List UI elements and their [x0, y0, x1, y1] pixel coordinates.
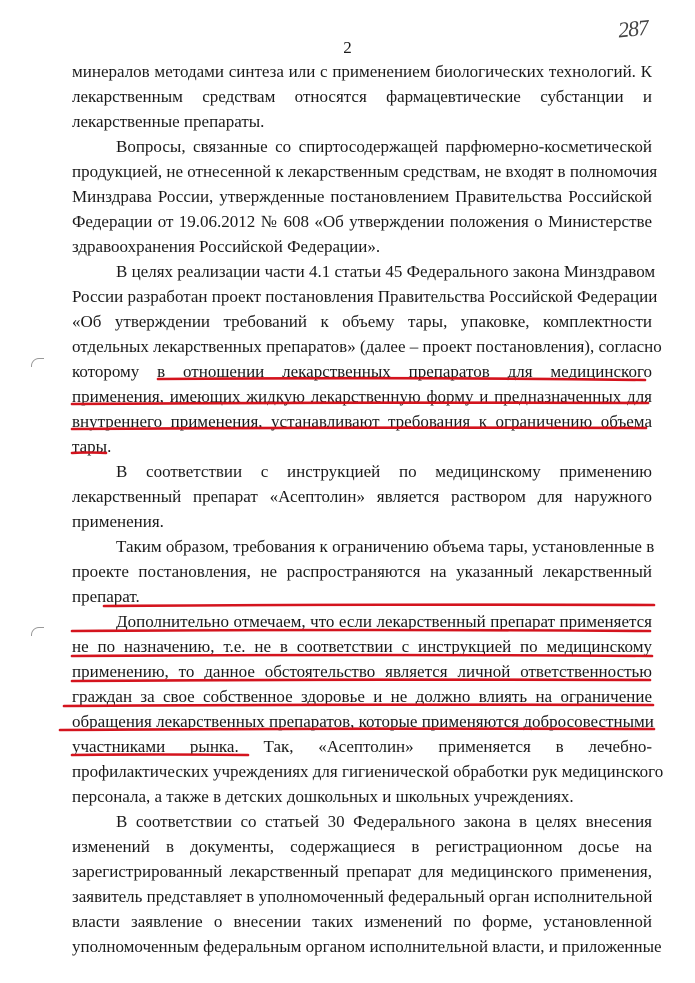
page-number: 2	[343, 38, 352, 57]
text-line: которому в отношении лекарственных препаратов для медицинского	[72, 362, 652, 381]
text-line: Дополнительно отмечаем, что если лекарственный препарат применяется	[116, 612, 652, 631]
red-underline	[60, 729, 654, 730]
text-line: применению, то данное обстоятельство является личной ответственностью	[72, 662, 652, 681]
text-line: изменений в документы, содержащиеся в регистрационном досье на	[72, 837, 652, 856]
text-line: власти заявление о внесении таких изменений по форме, установленной	[72, 912, 652, 931]
red-underline	[72, 403, 648, 404]
text-line: В соответствии со статьей 30 Федерального закона в целях внесения	[116, 812, 652, 831]
text-line: Вопросы, связанные со спиртосодержащей парфюмерно-косметической	[116, 137, 652, 156]
text-line: внутреннего применения, устанавливают требования к ограничению объема	[72, 412, 652, 431]
text-line: обращения лекарственных препаратов, которые применяются добросовестными	[72, 712, 654, 731]
red-underline	[72, 630, 650, 631]
text-line: применения.	[72, 512, 164, 531]
text-line: отдельных лекарственных препаратов» (далее – проект постановления), согласно	[72, 337, 662, 356]
red-underline	[158, 378, 645, 380]
red-underline	[72, 655, 652, 656]
text-line: не по назначению, т.е. не в соответствии с инструкцией по медицинскому	[72, 637, 652, 656]
text-line: здравоохранения Российской Федерации».	[72, 237, 381, 256]
text-line: граждан за свое собственное здоровье и не должно влиять на ограничение	[72, 687, 652, 706]
text-line: Таким образом, требования к ограничению объема тары, установленные в	[116, 537, 655, 556]
red-underline	[72, 428, 646, 429]
text-line: заявитель представляет в уполномоченный федеральный орган исполнительной	[72, 887, 653, 906]
text-line: персонала, а также в детских дошкольных и школьных учреждениях.	[72, 787, 574, 806]
text-line: Минздрава России, утвержденные постановлением Правительства Российской	[72, 187, 652, 206]
text-line: тары.	[72, 437, 112, 456]
text-line: профилактических учреждениях для гигиенической обработки рук медицинского	[72, 762, 664, 781]
text-line: лекарственные препараты.	[72, 112, 265, 131]
red-underline	[104, 605, 654, 606]
red-underline	[64, 705, 653, 706]
red-underline	[72, 453, 106, 454]
text-line: минералов методами синтеза или с применением биологических технологий. К	[72, 62, 652, 81]
text-line: проекте постановления, не распространяются на указанный лекарственный	[72, 562, 652, 581]
text-line: Федерации от 19.06.2012 № 608 «Об утверждении положения о Министерстве	[72, 212, 652, 231]
handwritten-page-number: 287	[616, 14, 650, 43]
text-line: применения, имеющих жидкую лекарственную форму и предназначенных для	[72, 387, 652, 406]
text-line: лекарственный препарат «Асептолин» является раствором для наружного	[72, 487, 652, 506]
text-line: зарегистрированный лекарственный препарат для медицинского применения,	[72, 862, 652, 881]
text-line: В целях реализации части 4.1 статьи 45 Федерального закона Минздравом	[116, 262, 656, 281]
text-line: уполномоченным федеральным органом исполнительной власти, и приложенные	[72, 937, 662, 956]
text-line: продукцией, не отнесенной к лекарственным средствам, не входят в полномочия	[72, 162, 658, 181]
text-line: лекарственным средствам относятся фармацевтические субстанции и	[72, 87, 652, 106]
red-underline	[72, 680, 650, 681]
text-line: «Об утверждении требований к объему тары, упаковке, комплектности	[72, 312, 652, 331]
text-line: России разработан проект постановления Правительства Российской Федерации	[72, 287, 658, 306]
text-line: препарат.	[72, 587, 140, 606]
text-line: В соответствии с инструкцией по медицинскому применению	[116, 462, 652, 481]
text-line: участниками рынка. Так, «Асептолин» применяется в лечебно-	[72, 737, 652, 756]
red-underline	[72, 755, 248, 756]
